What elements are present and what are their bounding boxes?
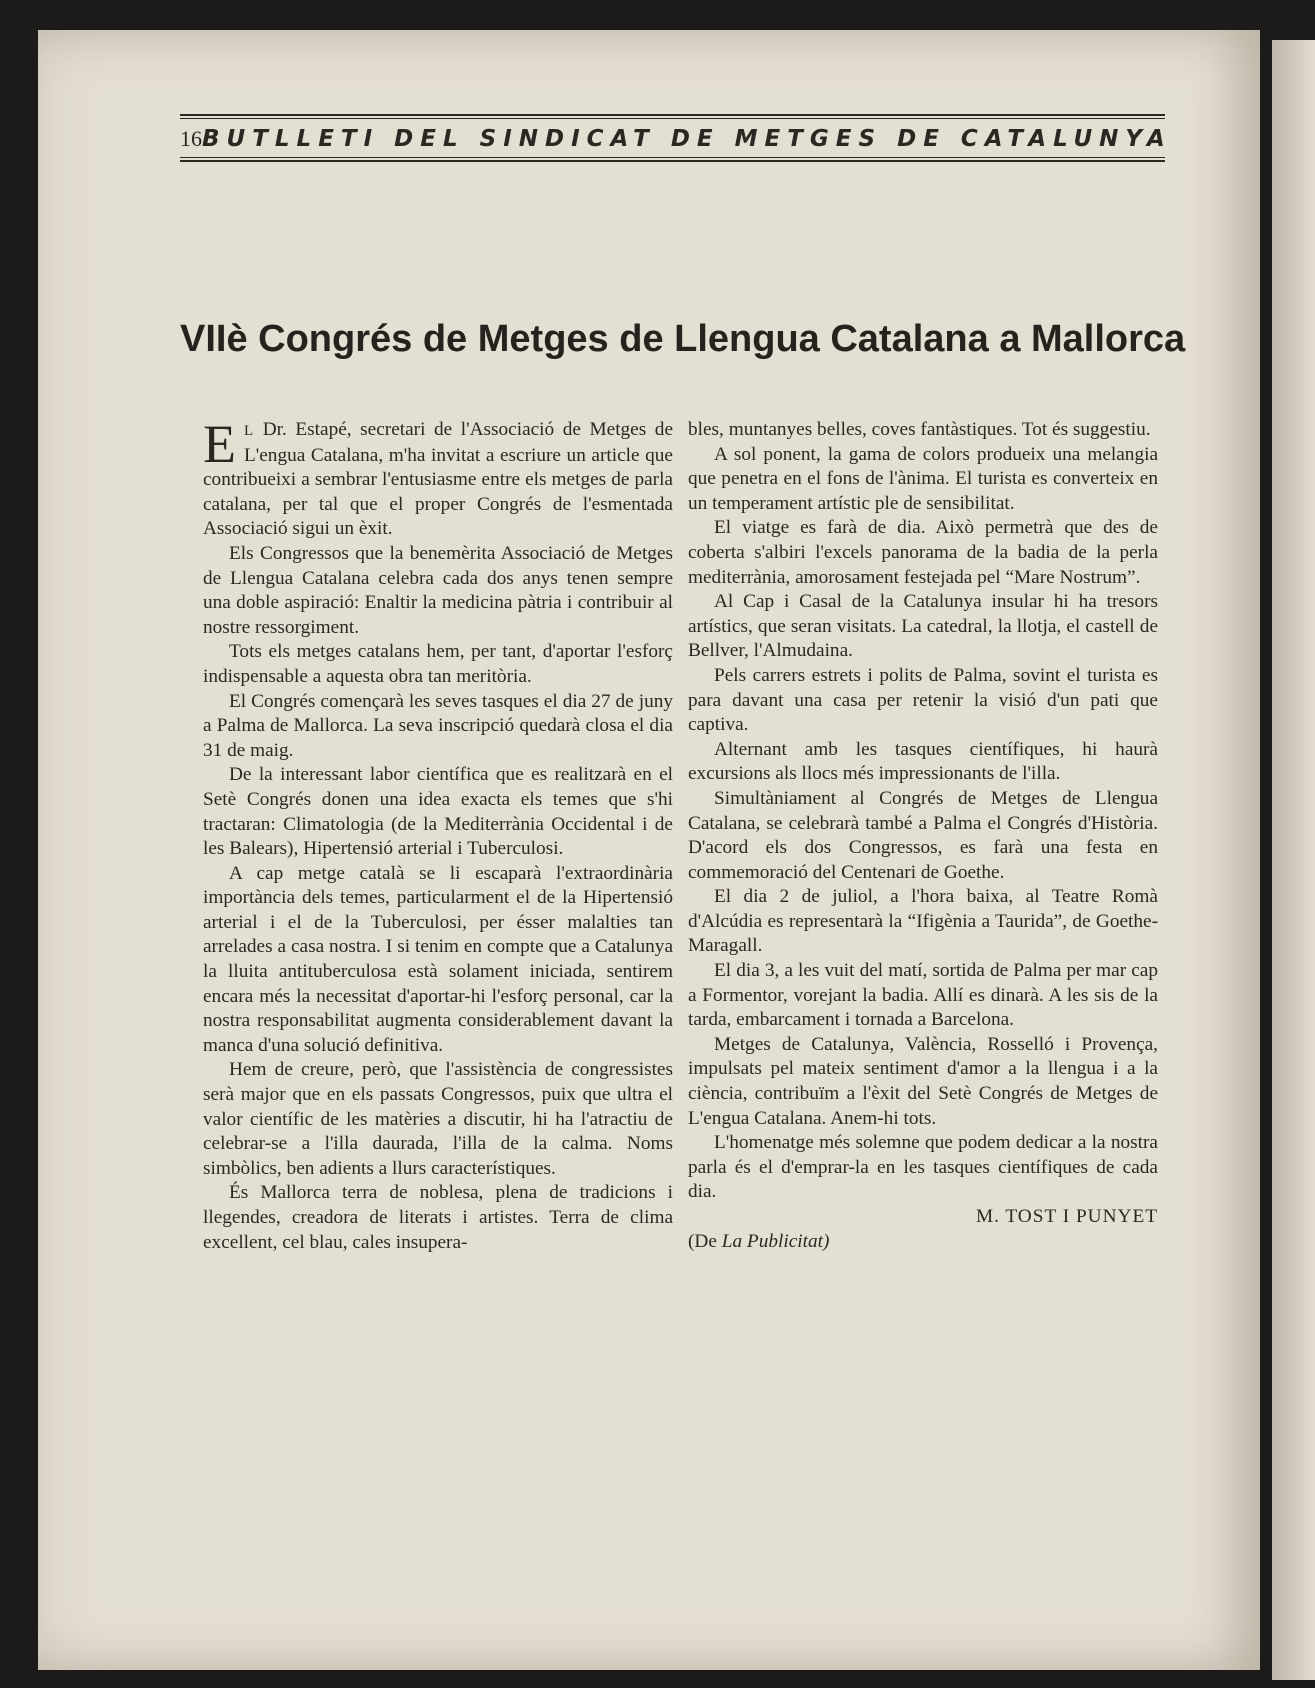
paragraph — [203, 414, 673, 542]
paragraph: Pels carrers estrets i polits de Palma, sovint el turista es para davant una casa per retenir la visió d'un pati que captiva. — [688, 664, 1158, 736]
header-rule — [180, 160, 1165, 162]
drop-cap: E — [203, 414, 236, 474]
paragraph: Alternant amb les tasques científiques, hi haurà excursions als llocs més impressionants de l'illa. — [688, 738, 1158, 785]
paragraph: A sol ponent, la gama de colors produeix una melangia que penetra en el fons de l'ànima. El turista es converteix en un temperament artístic ple de sensibilitat. — [688, 443, 1158, 514]
left-column — [203, 414, 673, 1255]
paragraph-text: Dr. Estapé, secretari de l'Associació de Metges de L'engua Catalana, m'ha invitat a escriure un article que contribueixi a sembrar l'entusiasme entre els metges de parla catalana, per tal que el proper Congrés de l'esmentada Associació sigui un èxit. — [203, 419, 673, 540]
source-name: La Publicitat) — [721, 1230, 830, 1252]
header-rule — [180, 118, 1165, 119]
paragraph: Al Cap i Casal de la Catalunya insular hi ha tresors artístics, que seran visitats. La catedral, la llotja, el castell de Bellver, l'Almudaina. — [688, 591, 1158, 662]
page-header — [180, 80, 1172, 170]
lead-word: L — [244, 423, 255, 439]
right-column — [688, 418, 1158, 1254]
next-page-edge — [1272, 40, 1315, 1680]
paragraph: De la interessant labor científica que es realitzarà en el Setè Congrés donen una idea exacta els temes que s'hi tractaran: Climatologia (de la Mediterrània Occidental i de les Balears), Hipertensió arterial i Tuberculosi. — [203, 764, 673, 860]
paragraph: Els Congressos que la benemèrita Associació de Metges de Llengua Catalana celebra cada dos anys tenen sempre una doble aspiració: Enaltir la medicina pàtria i contribuir al nostre ressorgiment. — [203, 542, 673, 638]
source-prefix: (De — [688, 1230, 717, 1252]
paragraph: El dia 2 de juliol, a l'hora baixa, al Teatre Romà d'Alcúdia es representarà la “Ifigènia a Taurida”, de Goethe-Maragall. — [688, 886, 1158, 957]
author-signature: M. TOST I PUNYET — [975, 1206, 1158, 1227]
paragraph: A cap metge català se li escaparà l'extraordinària importància dels temes, particularment el de la Hipertensió arterial i el de la Tuberculosi, per ésser malalties tan arrelades a casa nostra. I si tenim en compte que a Catalunya la lluita antituberculosa està solament iniciada, sentirem encara més la necessitat d'aportar-hi l'esforç personal, car la nostra responsabilitat augmenta considerablement davant la manca d'una solució definitiva. — [203, 862, 673, 1056]
paragraph: Metges de Catalunya, València, Rosselló i Provença, impulsats pel mateix sentiment d'amor a la llengua i a la ciència, contribuïm a l'èxit del Setè Congrés de Metges de L'engua Catalana. Anem-hi tots. — [688, 1033, 1158, 1129]
paragraph: El dia 3, a les vuit del matí, sortida de Palma per mar cap a Formentor, vorejant la badia. Allí es dinarà. A les sis de la tarda, embarcament i tornada a Barcelona. — [688, 960, 1158, 1031]
paragraph: El viatge es farà de dia. Això permetrà que des de coberta s'albiri l'excels panorama de la badia de la perla mediterrània, amorosament festejada pel “Mare Nostrum”. — [688, 517, 1158, 588]
article-title: VIIè Congrés de Metges de Llengua Catalana a Mallorca — [180, 318, 1186, 360]
paragraph: Tots els metges catalans hem, per tant, d'aportar l'esforç indispensable a aquesta obra tan meritòria. — [203, 641, 673, 687]
header-rule — [180, 157, 1165, 158]
paragraph: L'homenatge més solemne que podem dedicar a la nostra parla és el d'emprar-la en les tasques científiques de cada dia. — [688, 1132, 1158, 1203]
paragraph: És Mallorca terra de noblesa, plena de tradicions i llegendes, creadora de literats i artistes. Terra de clima excellent, cel blau, cales insupera- — [203, 1182, 673, 1253]
paragraph: El Congrés començarà les seves tasques el dia 27 de juny a Palma de Mallorca. La seva inscripció quedarà closa el dia 31 de maig. — [203, 690, 673, 761]
paragraph: bles, muntanyes belles, coves fantàstiques. Tot és suggestiu. — [688, 419, 1151, 440]
paragraph: Hem de creure, però, que l'assistència de congressistes serà major que en els passats Congressos, puix que ultra el valor científic de les matèries a discutir, hi ha l'atractiu de celebrar-se a l'illa daurada, l'illa de la calma. Noms simbòlics, ben adients a llurs característiques. — [203, 1059, 673, 1179]
header-row — [180, 124, 1172, 154]
journal-title: BUTLLETI DEL SINDICAT DE METGES DE CATALUNYA — [202, 126, 1172, 152]
header-rule — [180, 114, 1165, 116]
paragraph: Simultàniament al Congrés de Metges de Llengua Catalana, se celebrarà també a Palma el Congrés d'Història. D'acord els dos Congressos, es farà una festa en commemoració del Centenari de Goethe. — [688, 787, 1158, 883]
source-credit — [688, 1230, 1158, 1255]
page-number: 16 — [180, 126, 202, 151]
